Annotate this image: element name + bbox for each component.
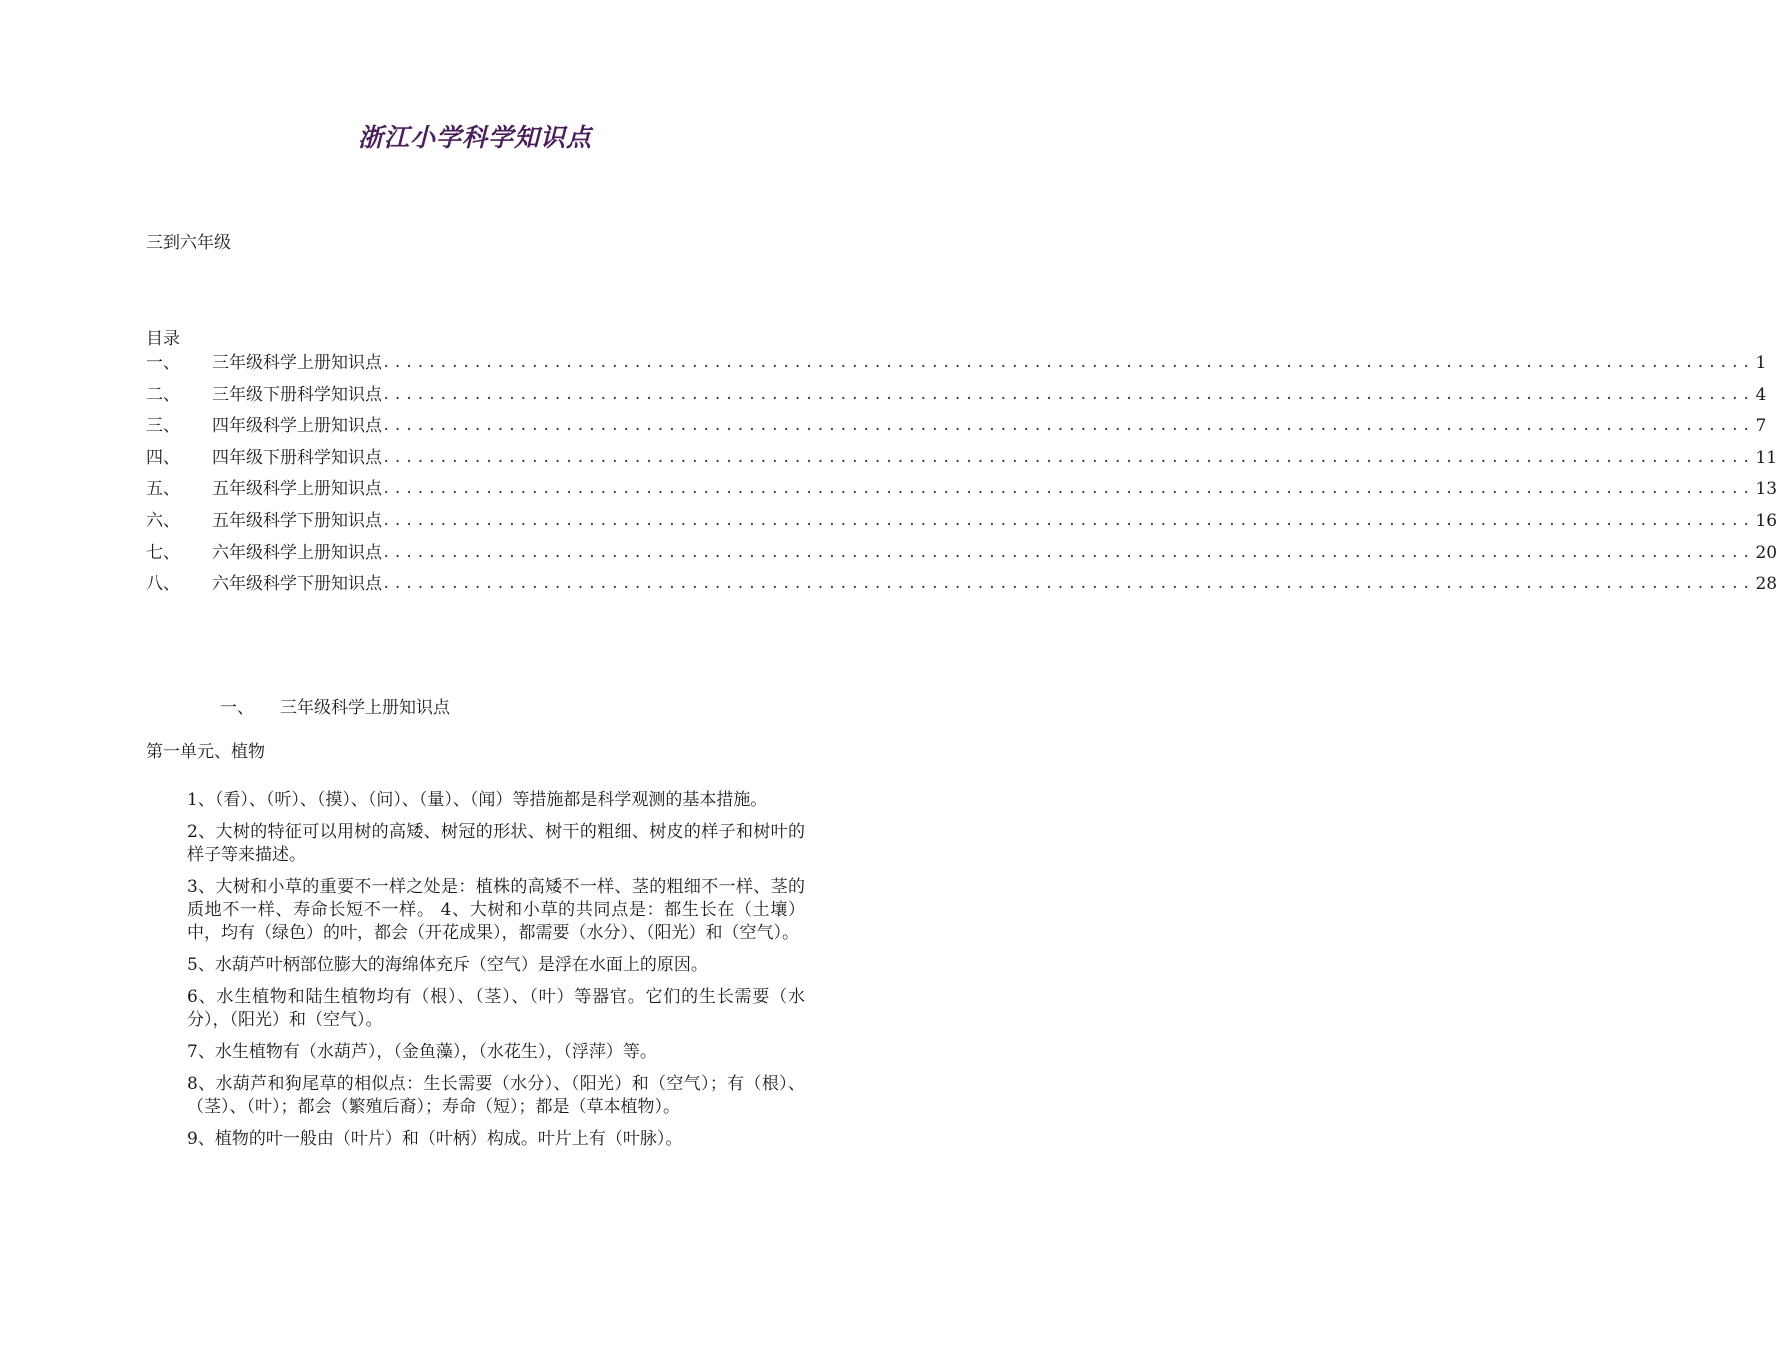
toc-entry[interactable]	[146, 538, 1777, 570]
table-of-contents	[146, 348, 1777, 601]
toc-leader: ........................................................................................................................	[382, 449, 1754, 466]
grade-range: 三到六年级	[146, 233, 231, 253]
knowledge-item: 1、（看）、（听）、（摸）、（问）、（量）、（闻）等措施都是科学观测的基本措施。	[187, 790, 768, 810]
toc-entry[interactable]	[146, 474, 1777, 506]
section-title: 三年级科学上册知识点	[280, 698, 450, 718]
toc-entry[interactable]	[146, 411, 1767, 443]
knowledge-item: 3、大树和小草的重要不一样之处是：植株的高矮不一样、茎的粗细不一样、茎的质地不一样、寿命长短不一样。 4、大树和小草的共同点是：都生长在（土壤）中，均有（绿色）的叶，都会（开花成果），都需要（水分）、（阳光）和（空气）。	[187, 877, 805, 943]
toc-leader: ........................................................................................................................	[382, 481, 1754, 498]
document-title: 浙江小学科学知识点	[357, 123, 592, 152]
toc-page-number: 11	[1755, 447, 1777, 468]
toc-page-number: 28	[1755, 574, 1777, 595]
toc-number: 六、	[146, 510, 180, 531]
knowledge-item: 6、水生植物和陆生植物均有（根）、（茎）、（叶）等器官。它们的生长需要（水分），（阳光）和（空气）。	[187, 987, 805, 1030]
toc-label: 六年级科学上册知识点	[212, 542, 382, 563]
knowledge-item: 8、水葫芦和狗尾草的相似点：生长需要（水分）、（阳光）和（空气）；有（根）、（茎）、（叶）；都会（繁殖后裔）；寿命（短）；都是（草本植物）。	[187, 1074, 805, 1117]
toc-entry[interactable]	[146, 569, 1777, 601]
toc-entry[interactable]	[146, 506, 1777, 538]
toc-number: 七、	[146, 542, 180, 563]
toc-leader: ........................................................................................................................	[382, 512, 1754, 529]
knowledge-item: 5、水葫芦叶柄部位膨大的海绵体充斥（空气）是浮在水面上的原因。	[187, 955, 708, 975]
knowledge-item: 7、水生植物有（水葫芦），（金鱼藻），（水花生），（浮萍）等。	[187, 1042, 657, 1062]
toc-number: 四、	[146, 447, 180, 468]
toc-leader: ........................................................................................................................	[382, 544, 1754, 561]
toc-label: 四年级下册科学知识点	[212, 447, 382, 468]
toc-label: 三年级下册科学知识点	[212, 384, 382, 405]
toc-page-number: 20	[1755, 542, 1777, 563]
unit-heading: 第一单元、植物	[146, 742, 265, 762]
toc-number: 一、	[146, 353, 180, 373]
toc-label: 四年级科学上册知识点	[212, 416, 382, 437]
knowledge-item: 9、植物的叶一般由（叶片）和（叶柄）构成。叶片上有（叶脉）。	[187, 1129, 683, 1149]
toc-page-number: 13	[1755, 479, 1777, 500]
toc-entry[interactable]	[146, 348, 1767, 380]
toc-leader: ........................................................................................................................	[382, 386, 1754, 403]
toc-label: 六年级科学下册知识点	[212, 574, 382, 595]
knowledge-item: 2、大树的特征可以用树的高矮、树冠的形状、树干的粗细、树皮的样子和树叶的样子等来描述。	[187, 822, 805, 865]
toc-number: 二、	[146, 384, 180, 405]
toc-page-number: 16	[1755, 510, 1777, 531]
toc-page-number: 7	[1755, 416, 1767, 437]
toc-label: 三年级科学上册知识点	[212, 353, 382, 373]
section-heading	[220, 693, 450, 718]
toc-page-number: 4	[1755, 384, 1767, 405]
toc-leader: ........................................................................................................................	[382, 355, 1754, 371]
toc-number: 三、	[146, 416, 180, 437]
toc-entry[interactable]	[146, 443, 1777, 475]
toc-number: 五、	[146, 479, 180, 500]
toc-label: 五年级科学上册知识点	[212, 479, 382, 500]
toc-number: 八、	[146, 574, 180, 595]
toc-entry[interactable]	[146, 380, 1767, 412]
toc-heading: 目录	[146, 329, 180, 349]
toc-label: 五年级科学下册知识点	[212, 510, 382, 531]
toc-page-number: 1	[1755, 353, 1767, 373]
knowledge-points	[187, 789, 805, 1160]
toc-leader: ........................................................................................................................	[382, 418, 1754, 435]
toc-leader: ........................................................................................................................	[382, 576, 1754, 593]
section-number: 一、	[220, 698, 254, 718]
